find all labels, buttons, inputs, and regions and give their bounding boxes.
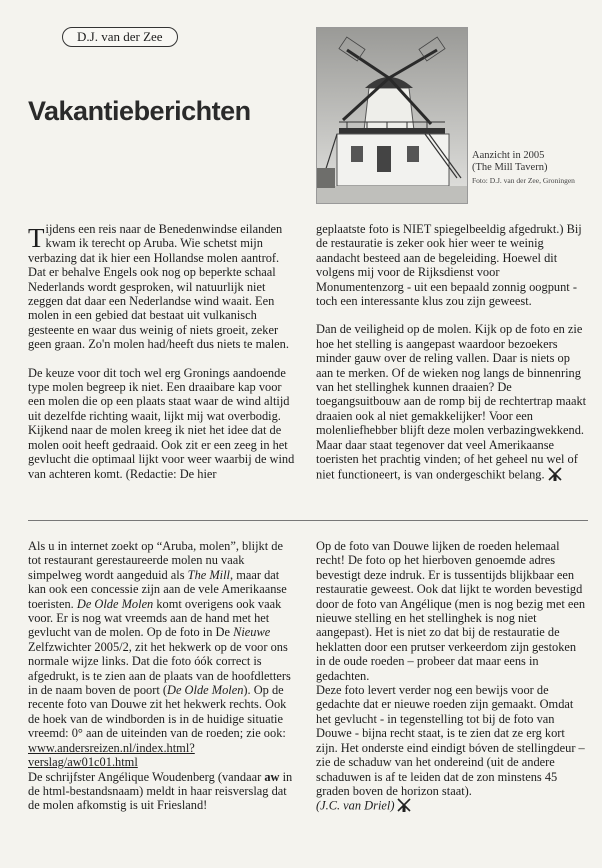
photo-caption <box>472 150 597 187</box>
text-run: , maar dat kan ook een concessie zijn aan de vele Amerikaanse toeristen. <box>28 567 287 611</box>
paragraph: geplaatste foto is NIET spiegelbeeldig afgedrukt.) Bij de restauratie is zeker ook hier weer te weinig aandacht besteed aan de begeleiding. Hoewel dit volgens mij voor de Rijksdienst voor Monumentenzorg - uit een bepaald zonnig oogpunt - toch een interessante klus zou zijn geweest. <box>316 222 582 309</box>
italic-text: The Mill <box>187 567 231 582</box>
section-divider <box>28 520 588 521</box>
bottom-column-left <box>28 539 298 813</box>
text-run: ). Op de recente foto van Douwe zit het hekwerk rechts. Ook de hoek van de windborden is in de huidige situatie vreemd: 0° aan de uiteinden van de roeden; zie ook: <box>28 683 287 741</box>
signature: (J.C. van Driel) <box>316 798 395 813</box>
author-label: D.J. van der Zee <box>62 27 178 47</box>
italic-text: De Olde Molen <box>76 596 154 611</box>
article-title: Vakantieberichten <box>28 96 251 126</box>
caption-line-1: Aanzicht in 2005 <box>472 150 545 161</box>
photo-credit: Foto: D.J. van der Zee, Groningen <box>472 176 575 185</box>
drop-cap: T <box>28 223 45 253</box>
italic-text: Nieuwe <box>233 625 271 640</box>
windmill-photo <box>316 27 468 204</box>
top-column-left <box>28 222 296 481</box>
top-column-right <box>316 222 588 484</box>
paragraph-with-end-mark <box>316 322 588 483</box>
windmill-icon <box>548 467 562 484</box>
reference-link[interactable]: www.andersreizen.nl/index.html?verslag/aw01c01.html <box>28 740 195 770</box>
paragraph: Op de foto van Douwe lijken de roeden helemaal recht! De foto op het hierboven genoemde adres bevestigt deze indruk. Er is tussentijds blijkbaar een restauratie geweest. Ook dat lijkt te worden bevestigd door de foto van Angélique (men is nog bezig met een nieuwe stelling en het stellinghek is nog niet aangepast). Het is niet zo dat bij de restauratie de heklatten door een prutser verkeerdom zijn gestoken in de oude roeden – probeer dat maar eens in gedachten. <box>316 539 586 683</box>
text-run: De schrijfster Angélique Woudenberg (vandaar <box>28 769 265 784</box>
intro-paragraph <box>28 222 296 352</box>
bold-text: aw <box>264 769 280 784</box>
caption-line-2: (The Mill Tavern) <box>472 162 548 173</box>
paragraph: De keuze voor dit toch wel erg Gronings aandoende type molen begreep ik niet. Een draaibare kap voor een molen die op een plaats staat waar de wind altijd uit dezelfde richting waait, lijkt mij wat overbodig. Kijkend naar de molen kreeg ik niet het idee dat de molen ooit heeft gedraaid. Ook zit er een zeeg in het gevlucht die optimaal lijkt voor weer waarbij de wind van achteren komt. (Redactie: De hier <box>28 365 295 481</box>
paragraph: Deze foto levert verder nog een bewijs voor de gedachte dat er nieuwe roeden zijn gemaakt. Omdat het gevlucht - in tegenstelling tot bij de foto van Douwe - bijna recht staat, is te zien dat ze erg kort zijn. Het onderste eind eindigt bóven de stellingdeur – zie de schaduw van het ondereind (uit de andere schaduwen is af te leiden dat de zon minstens 45 graden boven de horizon staat). <box>316 683 585 798</box>
italic-text: De Olde Molen <box>167 683 244 698</box>
text-run: Als u in internet zoekt op “Aruba, molen”, blijkt de tot restaurant gerestaureerde molen nu vaak simpelweg wordt aangeduid als <box>28 539 283 582</box>
signature-line <box>316 798 588 815</box>
text-run: komt overigens ook vaak voor. Er is nog wat vreemds aan de hand met het gevlucht van de molen. Op de foto in De <box>28 596 282 640</box>
paragraph <box>28 539 298 813</box>
bottom-column-right <box>316 539 588 816</box>
paragraph-text: Dan de veiligheid op de molen. Kijk op de foto en zie hoe het stelling is aangepast waardoor bezoekers minder gauw over de reling vallen. Daar is niets op aan te merken. Of de wieken nog langs de binnenring van het stellinghek kunnen draaien? De toegangsuitbouw aan de romp bij de rechtertrap maakt draaien ook al niet gemakkelijker! Voor een molenliefhebber blijft deze molen verbazingwekkend. Maar daar staat tegenover dat veel Amerikaanse toeristen het prachtig vinden; of het geheel nu wel of niet functioneert, is van ondergeschikt belang. <box>316 322 587 482</box>
windmill-icon <box>397 798 411 815</box>
text-run: Zelfzwichter 2005/2, zit het hekwerk op de voor ons normale wijze links. Dat die foto óók correct is afgedrukt, is te zien aan de plaats van de hoofdletters in de naam boven de poort ( <box>28 639 291 698</box>
text-run: in de html-bestandsnaam) meldt in haar reisverslag dat de molen afkomstig is uit Friesland! <box>28 769 293 813</box>
intro-text: ijdens een reis naar de Benedenwindse eilanden kwam ik terecht op Aruba. Wie schetst mijn verbazing dat ik hier een Hollandse molen aantrof. Dat er behalve Engels ook nog op beperkte schaal Nederlands wordt gesproken, wil natuurlijk niet zeggen dat daar een Nederlandse wind waait. Een molen in een gebied dat bestaat uit vulkanisch gesteente en waar dus weinig of niets groeit, zeker geen graan. Zo'n molen had/heeft dus niets te malen. <box>28 222 289 352</box>
